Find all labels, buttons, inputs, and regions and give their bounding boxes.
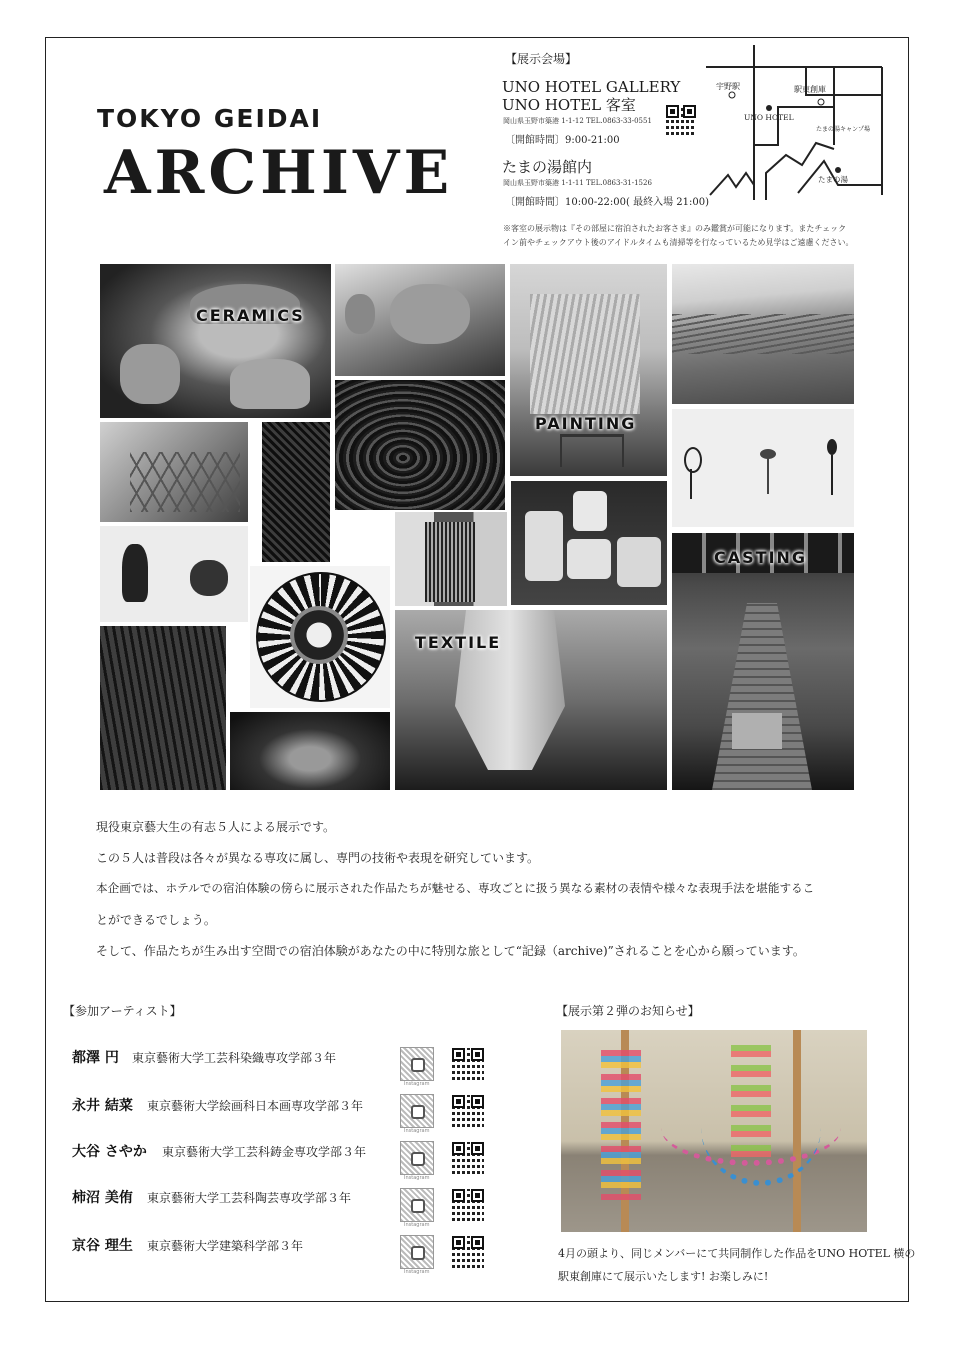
photo-installation [561,1030,867,1232]
artist-name-2: 永井 結菜 [72,1098,133,1114]
artist-dept-1: 東京藝術大学工芸科染織専攻学部３年 [132,1051,337,1065]
photo-textile-pattern [262,422,330,562]
label-casting: CASTING [714,548,808,567]
gallery-address: 岡山県玉野市築港 1-1-12 TEL.0863-33-0551 [503,117,652,125]
onsen-name: たまの湯館内 [502,158,593,176]
artist-qr-4[interactable] [452,1189,484,1221]
second-heading: 【展示第２弾のお知らせ】 [556,1004,700,1018]
artist-qr-1[interactable] [452,1048,484,1080]
instagram-caption-3: Instagram [404,1175,430,1181]
instagram-qr-4[interactable] [400,1188,434,1222]
gallery-name: UNO HOTEL GALLERY [502,78,681,96]
artist-qr-3[interactable] [452,1142,484,1174]
warehouse-marker [818,99,824,105]
label-painting: PAINTING [535,414,637,433]
notice-text [503,222,883,250]
artists-heading: 【参加アーティスト】 [63,1004,182,1018]
artist-dept-3: 東京藝術大学工芸科鋳金専攻学部３年 [162,1145,367,1159]
instagram-caption-4: Instagram [404,1222,430,1228]
description-line-1: 現役東京藝大生の有志５人による展示です。 [96,820,336,834]
gallery-room: UNO HOTEL 客室 [502,96,636,114]
instagram-caption-5: Instagram [404,1269,430,1275]
photo-ceramic-texture [335,380,505,510]
notice-line-2: イン前やチェックアウト後のアイドルタイムも清掃等を行なっているため見学はご遠慮ください。 [503,238,854,247]
photo-painting-room [510,264,667,476]
map-label-warehouse: 駅東創庫 [794,85,826,94]
instagram-qr-2[interactable] [400,1094,434,1128]
photo-glass-texture [100,422,248,522]
venue-heading: 【展示会場】 [505,52,578,66]
photo-casting-objects [100,526,248,622]
brand-line-1: TOKYO GEIDAI [97,104,323,133]
map-label-camp: たまの湯キャンプ場 [816,126,871,133]
artist-name-4: 柿沼 美侑 [72,1190,133,1206]
label-textile: TEXTILE [415,633,502,652]
photo-flower-paintings [672,409,854,527]
artist-dept-5: 東京藝術大学建築科学部３年 [147,1239,304,1253]
description-line-3: 本企画では、ホテルでの宿泊体験の傍らに展示された作品たちが魅せる、専攻ごとに扱う異なる素材の表情や様々な表現手法を堪能するこ [96,881,815,895]
venue-qr-code[interactable] [666,105,696,135]
station-marker [729,92,735,98]
map-label-station: 宇野駅 [716,82,740,91]
instagram-caption-2: Instagram [404,1128,430,1134]
artist-dept-2: 東京藝術大学絵画科日本画専攻学部３年 [147,1099,364,1113]
map-label-onsen: たまの湯 [818,175,848,184]
photo-figure-sculpture [230,712,390,790]
artist-name-1: 都澤 円 [72,1050,119,1066]
hotel-marker [766,105,772,111]
description-line-5: そして、作品たちが生み出す空間での宿泊体験があなたの中に特別な旅として“記録（archive)”されることを心から願っています。 [96,944,805,958]
access-map [706,45,890,200]
artist-name-3: 大谷 さやか [72,1144,147,1160]
label-ceramics: CERAMICS [196,306,305,325]
map-label-hotel: UNO HOTEL [744,113,794,122]
photo-weaving [395,512,507,606]
instagram-qr-5[interactable] [400,1235,434,1269]
artist-qr-5[interactable] [452,1236,484,1268]
instagram-caption-1: Instagram [404,1081,430,1087]
description-line-4: とができるでしょう。 [96,913,216,927]
second-note-line-2: 駅東創庫にて展示いたします! お楽しみに! [558,1270,769,1283]
artist-name-5: 京谷 理生 [72,1238,133,1254]
brand-title: ARCHIVE [104,138,454,208]
artist-qr-2[interactable] [452,1095,484,1127]
instagram-qr-1[interactable] [400,1047,434,1081]
description-line-2: この５人は普段は各々が異なる専攻に属し、専門の技術や表現を研究しています。 [96,851,540,865]
onsen-marker [835,167,841,173]
photo-tatami-room [672,533,854,790]
artist-dept-4: 東京藝術大学工芸科陶芸専攻学部３年 [147,1191,352,1205]
second-note-line-1: 4月の頭より、同じメンバーにて共同制作した作品をUNO HOTEL 横の [558,1247,916,1260]
instagram-qr-3[interactable] [400,1141,434,1175]
gallery-hours: 〔開館時間〕9:00-21:00 [505,135,620,146]
photo-lemur-plate [250,566,390,708]
notice-line-1: ※客室の展示物は『その部屋に宿泊されたお客さま』のみ鑑賞が可能になります。またチェック [503,224,847,233]
photo-ceramics-figures [100,264,331,418]
photo-cups [511,481,667,605]
onsen-hours: 〔開館時間〕10:00-22:00( 最終入場 21:00) [505,197,709,208]
onsen-address: 岡山県玉野市築港 1-1-11 TEL.0863-31-1526 [503,179,652,187]
photo-plant-painting [100,626,226,790]
photo-landscape-painting [672,264,854,404]
photo-ceramic-object [335,264,505,376]
